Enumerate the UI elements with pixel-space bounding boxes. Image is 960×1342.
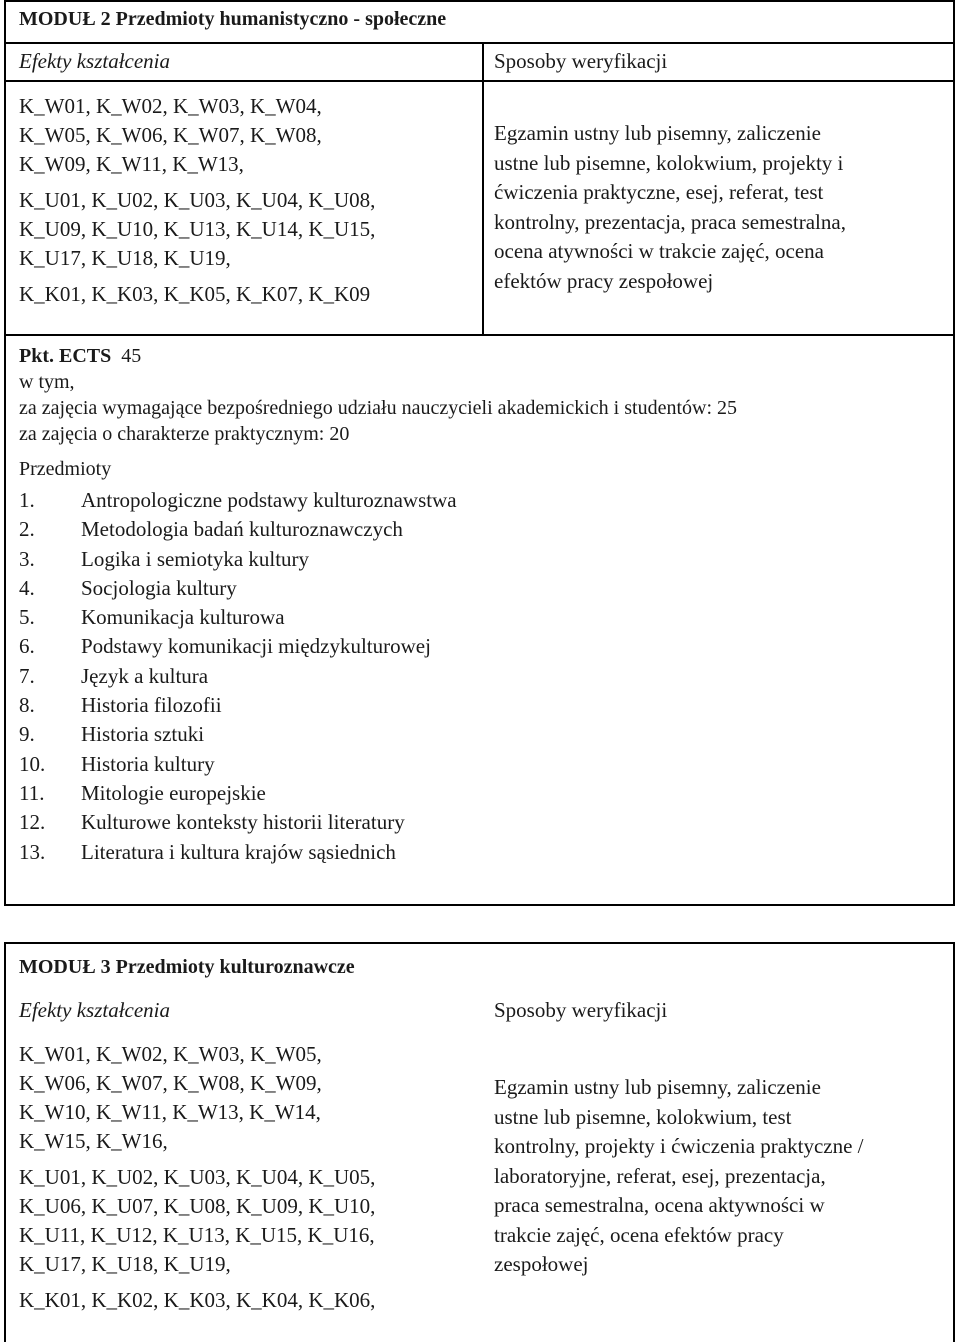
list-item: 8. Historia filozofii — [19, 693, 222, 718]
list-item: 10. Historia kultury — [19, 751, 215, 776]
ects-line: w tym, — [19, 371, 75, 393]
effects-codes — [19, 92, 375, 309]
ects-line: za zajęcia o charakterze praktycznym: 20 — [19, 423, 350, 445]
effects-w-line: K_W10, K_W11, K_W13, K_W14, — [19, 1100, 321, 1124]
effects-codes — [19, 1040, 375, 1315]
list-item: 13. Literatura i kultura krajów sąsiednich — [19, 839, 396, 864]
verification-methods — [494, 1073, 944, 1280]
verification-line: zespołowej — [494, 1252, 589, 1276]
list-item: 2. Metodologia badań kulturoznawczych — [19, 517, 403, 542]
effects-header: Efekty kształcenia — [19, 49, 171, 73]
effects-header: Efekty kształcenia — [19, 998, 171, 1022]
verification-line: ćwiczenia praktyczne, esej, referat, test — [494, 180, 824, 204]
effects-w-line: K_W01, K_W02, K_W03, K_W05, — [19, 1042, 322, 1066]
verification-line: kontrolny, prezentacja, praca semestralna, — [494, 209, 846, 234]
list-item: 1. Antropologiczne podstawy kulturoznawstwa — [19, 488, 457, 512]
verification-line: praca semestralna, ocena aktywności w — [494, 1193, 825, 1217]
effects-u-line: K_U01, K_U02, K_U03, K_U04, K_U05, — [19, 1165, 376, 1189]
subjects-label: Przedmioty — [19, 458, 112, 480]
effects-u-line: K_U11, K_U12, K_U13, K_U15, K_U16, — [19, 1223, 375, 1247]
column-divider — [482, 42, 484, 334]
verification-line: kontrolny, projekty i ćwiczenia praktyczne / — [494, 1134, 864, 1158]
verification-line: Egzamin ustny lub pisemny, zaliczenie — [494, 121, 821, 145]
effects-w-line: K_W05, K_W06, K_W07, K_W08, — [19, 123, 322, 147]
list-item: 9. Historia sztuki — [19, 722, 205, 747]
verification-line: efektów pracy zespołowej — [494, 268, 714, 293]
list-item: 5. Komunikacja kulturowa — [19, 605, 285, 630]
effects-u-line: K_U17, K_U18, K_U19, — [19, 246, 231, 270]
effects-u-line: K_U01, K_U02, K_U03, K_U04, K_U08, — [19, 188, 376, 212]
effects-k-line: K_K01, K_K02, K_K03, K_K04, K_K06, — [19, 1288, 376, 1312]
list-item: 11. Mitologie europejskie — [19, 780, 266, 805]
verification-methods — [494, 119, 944, 296]
subjects-list — [19, 486, 457, 867]
module-3-title: MODUŁ 3 Przedmioty kulturoznawcze — [19, 956, 355, 978]
divider — [6, 42, 953, 44]
effects-u-line: K_U09, K_U10, K_U13, K_U14, K_U15, — [19, 217, 376, 241]
verification-header: Sposoby weryfikacji — [494, 998, 668, 1022]
effects-u-line: K_U06, K_U07, K_U08, K_U09, K_U10, — [19, 1194, 376, 1218]
effects-w-line: K_W06, K_W07, K_W08, K_W09, — [19, 1071, 322, 1095]
list-item: 12. Kulturowe konteksty historii literatury — [19, 810, 405, 835]
effects-k-line: K_K01, K_K03, K_K05, K_K07, K_K09 — [19, 282, 371, 306]
list-item: 3. Logika i semiotyka kultury — [19, 546, 310, 571]
divider — [6, 334, 953, 336]
divider — [6, 80, 953, 82]
effects-u-line: K_U17, K_U18, K_U19, — [19, 1252, 231, 1276]
verification-line: laboratoryjne, referat, esej, prezentacja, — [494, 1163, 826, 1188]
verification-line: ocena atywności w trakcie zajęć, ocena — [494, 239, 824, 263]
effects-w-line: K_W01, K_W02, K_W03, K_W04, — [19, 94, 322, 118]
verification-line: ustne lub pisemne, kolokwium, test — [494, 1104, 792, 1129]
effects-w-line: K_W09, K_W11, K_W13, — [19, 152, 244, 176]
module-2-table — [4, 0, 955, 906]
ects-value: 45 — [121, 345, 142, 367]
verification-line: trakcie zajęć, ocena efektów pracy — [494, 1222, 784, 1247]
verification-line: ustne lub pisemne, kolokwium, projekty i — [494, 150, 844, 175]
ects-label: Pkt. ECTS — [19, 345, 112, 367]
verification-line: Egzamin ustny lub pisemny, zaliczenie — [494, 1075, 821, 1099]
module-3-table — [4, 942, 955, 1342]
list-item: 4. Socjologia kultury — [19, 575, 237, 600]
verification-header: Sposoby weryfikacji — [494, 49, 668, 73]
list-item: 6. Podstawy komunikacji międzykulturowej — [19, 634, 431, 659]
list-item: 7. Język a kultura — [19, 663, 209, 688]
ects-line: za zajęcia wymagające bezpośredniego udziału nauczycieli akademickich i studentów: 25 — [19, 397, 738, 419]
effects-w-line: K_W15, K_W16, — [19, 1129, 168, 1153]
ects-section — [19, 343, 737, 447]
module-2-title: MODUŁ 2 Przedmioty humanistyczno - społeczne — [19, 8, 447, 30]
